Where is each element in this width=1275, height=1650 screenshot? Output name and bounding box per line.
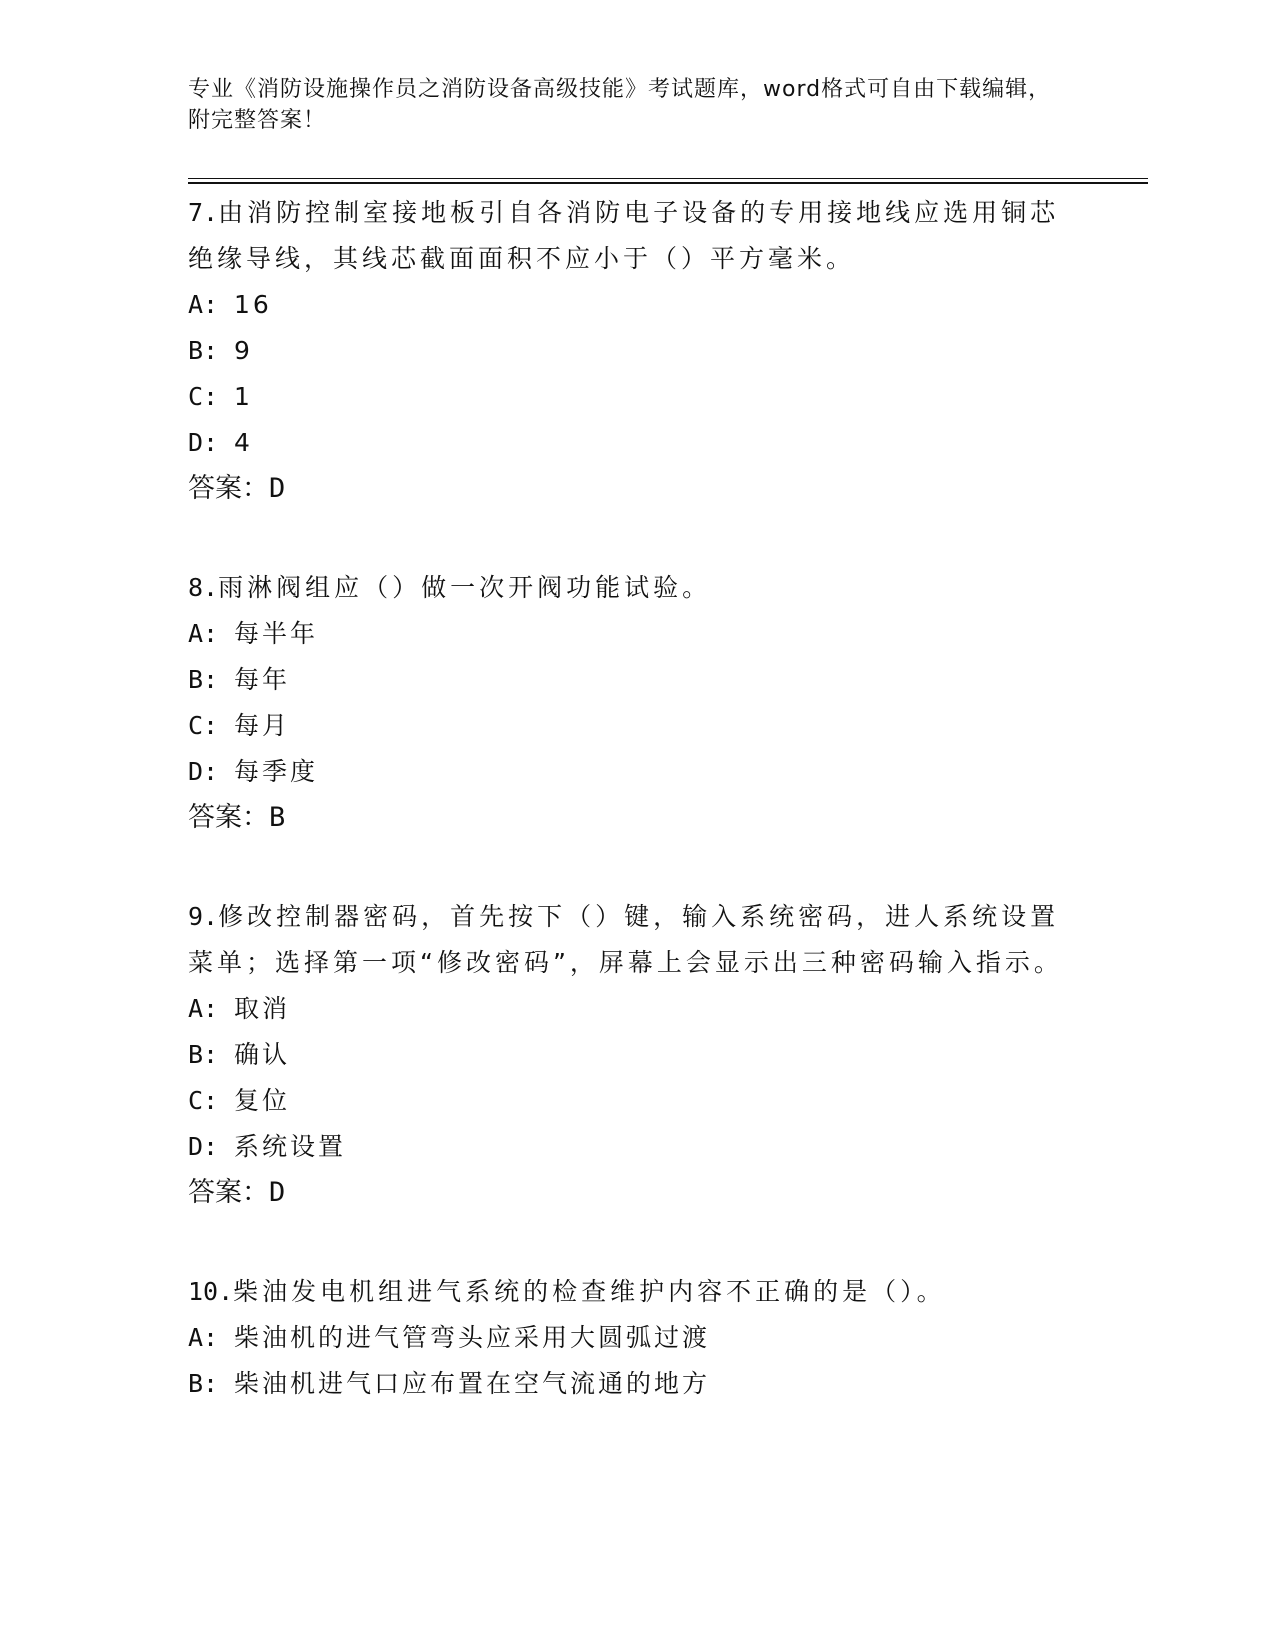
answer-line <box>188 466 1088 511</box>
question-text <box>188 565 1088 611</box>
question-8 <box>188 565 1088 840</box>
option-text: 16 <box>234 290 272 319</box>
option-letter: B: <box>188 336 219 365</box>
option-text: 取消 <box>234 994 291 1023</box>
option-a <box>188 1315 1088 1361</box>
question-9 <box>188 894 1088 1215</box>
option-letter: B: <box>188 1369 219 1398</box>
option-text: 每年 <box>234 665 291 694</box>
option-text: 每季度 <box>234 757 319 786</box>
question-7 <box>188 190 1088 511</box>
option-text: 柴油机进气口应布置在空气流通的地方 <box>234 1369 711 1398</box>
option-b <box>188 657 1088 703</box>
answer-line <box>188 1170 1088 1215</box>
option-letter: A: <box>188 994 219 1023</box>
question-text <box>188 190 1088 282</box>
option-text: 每半年 <box>234 619 319 648</box>
question-body: 柴油发电机组进气系统的检查维护内容不正确的是（）。 <box>233 1277 946 1306</box>
option-letter: D: <box>188 428 219 457</box>
answer-value: D <box>269 1177 286 1208</box>
question-number: 7. <box>188 198 219 227</box>
option-text: 确认 <box>234 1040 291 1069</box>
header-divider-thick <box>188 182 1148 184</box>
question-10 <box>188 1269 1088 1407</box>
option-text: 复位 <box>234 1086 291 1115</box>
option-letter: B: <box>188 1040 219 1069</box>
option-b <box>188 1361 1088 1407</box>
option-c <box>188 374 1088 420</box>
option-d <box>188 749 1088 795</box>
document-intro: 专业《消防设施操作员之消防设备高级技能》考试题库，word格式可自由下载编辑，附完整答案！ <box>188 77 1052 133</box>
option-letter: C: <box>188 382 219 411</box>
option-letter: D: <box>188 1132 219 1161</box>
answer-value: B <box>269 802 286 833</box>
option-a <box>188 611 1088 657</box>
question-body: 由消防控制室接地板引自各消防电子设备的专用接地线应选用铜芯绝缘导线，其线芯截面面积不应小于（）平方毫米。 <box>188 198 1060 273</box>
option-b <box>188 328 1088 374</box>
option-text: 系统设置 <box>234 1132 347 1161</box>
option-letter: C: <box>188 711 219 740</box>
option-a <box>188 282 1088 328</box>
answer-label: 答案： <box>188 1177 269 1207</box>
question-list <box>188 190 1088 1407</box>
option-c <box>188 703 1088 749</box>
option-text: 1 <box>234 382 253 411</box>
option-text: 每月 <box>234 711 291 740</box>
question-text <box>188 894 1088 986</box>
option-d <box>188 1124 1088 1170</box>
option-letter: A: <box>188 619 219 648</box>
option-d <box>188 420 1088 466</box>
question-text <box>188 1269 1088 1315</box>
option-text: 9 <box>234 336 253 365</box>
answer-value: D <box>269 473 286 504</box>
option-b <box>188 1032 1088 1078</box>
option-letter: C: <box>188 1086 219 1115</box>
question-number: 10. <box>188 1277 234 1306</box>
option-text: 柴油机的进气管弯头应采用大圆弧过渡 <box>234 1323 711 1352</box>
option-letter: A: <box>188 290 219 319</box>
header-divider-thin <box>188 178 1148 179</box>
option-letter: A: <box>188 1323 219 1352</box>
answer-label: 答案： <box>188 473 269 503</box>
question-body: 修改控制器密码，首先按下（）键，输入系统密码，进人系统设置菜单；选择第一项“修改密码”，屏幕上会显示出三种密码输入指示。 <box>188 902 1063 977</box>
option-c <box>188 1078 1088 1124</box>
answer-label: 答案： <box>188 802 269 832</box>
option-text: 4 <box>234 428 253 457</box>
question-number: 8. <box>188 573 219 602</box>
question-body: 雨淋阀组应（）做一次开阀功能试验。 <box>218 573 712 602</box>
option-a <box>188 986 1088 1032</box>
option-letter: D: <box>188 757 219 786</box>
answer-line <box>188 795 1088 840</box>
question-number: 9. <box>188 902 219 931</box>
option-letter: B: <box>188 665 219 694</box>
